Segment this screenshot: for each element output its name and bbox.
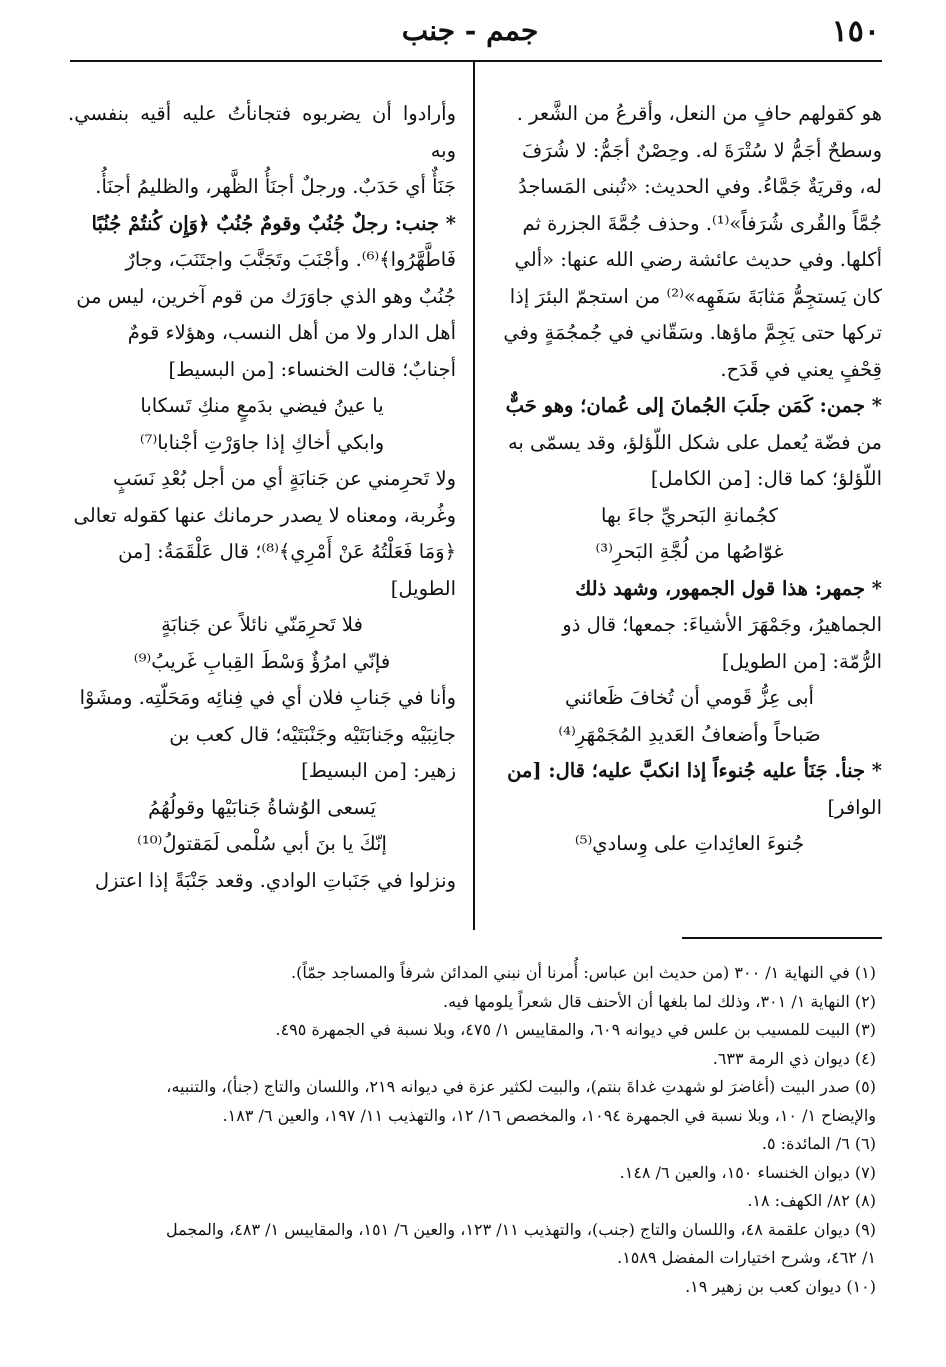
text-line: قِحْفٍ يعني في قَدَح. bbox=[720, 357, 882, 381]
page-number: ١٥٠ bbox=[831, 14, 880, 49]
verse-line: جُنوءَ العائِداتِ على وِسادي⁽⁵⁾ bbox=[574, 832, 805, 855]
verse-line: وابكي أخاكِ إذا جاوَرْتِ أجْنابا⁽⁷⁾ bbox=[139, 430, 385, 454]
verse-line: إنّكَ يا بنَ أبي سُلْمى لَمَقتولُ⁽¹⁰⁾ bbox=[137, 832, 387, 855]
footnote: (١٠) ديوان كعب بن زهير ١٩. bbox=[685, 1276, 876, 1296]
footnote: (٧) ديوان الخنساء ١٥٠، والعين ٦/ ١٤٨. bbox=[619, 1162, 876, 1182]
text-line: ولا تَحرِمني عن جَنابَةٍ أي من أجل بُعْدِ نَسَبٍ bbox=[113, 467, 456, 490]
verse-line: كجُمانةِ البَحريِّ جاءَ بها bbox=[601, 503, 778, 527]
footnote: (٣) البيت للمسيب بن علس في ديوانه ٦٠٩، والمقاييس ١/ ٤٧٥، وبلا نسبة في الجمهرة ٤٩٥. bbox=[275, 1020, 876, 1039]
text-line: ﴿وَمَا فَعَلْتُهُ عَنْ أَمْرِي﴾⁽⁸⁾؛ قال عَلْقَمَةُ: [من bbox=[118, 540, 456, 563]
footnote: (٦) ٦/ المائدة: ٥. bbox=[761, 1134, 876, 1153]
entry-jnb: * جنب: رجلٌ جُنُبٌ وقومٌ جُنُبٌ ﴿وَإِن كُنتُمْ جُنُبًا bbox=[91, 211, 456, 235]
text-line: زهير: [من البسيط] bbox=[301, 759, 456, 782]
text-line: الجماهيرُ، وجَمْهَرَ الأشياءَ: جمعها؛ قال ذو bbox=[562, 613, 882, 636]
footnote: (٤) ديوان ذي الرمة ٦٣٣. bbox=[712, 1048, 876, 1068]
entry-jna: * جنأ. جَنَأ عليه جُنوءاً إذا انكبَّ عليه؛ قال: [من bbox=[507, 759, 882, 782]
text-line: أكلها. وفي حديث عائشة رضي الله عنها: «ألي bbox=[514, 248, 882, 271]
text-line: جانِبَيْه وجَنابَتَيْه وجَنْبَتَيْه؛ قال كعب بن bbox=[169, 722, 456, 746]
entry-jmhr: * جمهر: هذا قول الجمهور، وشهد ذلك bbox=[575, 576, 882, 600]
text-line: أهل الدار ولا من أهل النسب، وهؤلاء قومٌ bbox=[127, 321, 456, 344]
running-head: جمم - جنب bbox=[401, 14, 539, 47]
text-line: وسطحٌ أجَمُّ لا سُتْرَةَ له. وحِصْنٌ أجَمُّ: لا شُرَفَ bbox=[522, 138, 882, 162]
text-line: وأنا في جَنابِ فلان أي في فِنائِه ومَحَلّتِه. ومشَوْا bbox=[79, 686, 456, 709]
footnote-rule bbox=[682, 937, 882, 939]
verse-line: يا عينُ فيضي بدَمعٍ منكِ تَسكابا bbox=[140, 394, 384, 417]
footnote: (٩) ديوان علقمة ٤٨، واللسان والتاج (جنب)، والتهذيب ١١/ ١٢٣، والعين ٦/ ١٥١، والمقاييس ١/ ٤٨٣، والمجمل bbox=[166, 1219, 876, 1239]
column-divider bbox=[473, 60, 475, 930]
text-line: ونزلوا في جَنَباتِ الوادي. وقعد جَنْبَةً إذا اعتزل bbox=[94, 868, 456, 892]
footnote: (٢) النهاية ١/ ٣٠١، وذلك لما بلغها أن الأحنف قال شعراً يلومها فيه. bbox=[443, 991, 876, 1011]
text-line: تركها حتى يَجِمَّ ماؤها. وسَقّاني في جُمجُمَةٍ وفي bbox=[503, 321, 882, 344]
footnotes bbox=[64, 959, 876, 1301]
text-line: له، وقريَةٌ جَمَّاءُ. وفي الحديث: «تُبنى المَساجدُ bbox=[518, 175, 882, 198]
entry-jmn: * جمن: كَمَن جلَبَ الجُمانَ إلى عُمان؛ وهو حَبٌّ bbox=[505, 394, 882, 417]
verse-line: فإنّي امرُؤٌ وَسْطَ القِبابِ غَريبُ⁽⁹⁾ bbox=[133, 649, 391, 673]
footnote: (٨) ٨٢/ الكهف: ١٨. bbox=[747, 1191, 876, 1210]
verse-line: أبى عِزُّ قَومي أن تُخافَ ظَعائني bbox=[565, 686, 814, 709]
text-line: أجنابٌ؛ قالت الخنساء: [من البسيط] bbox=[168, 357, 456, 381]
header-rule bbox=[70, 60, 882, 62]
text-line: كان يَستجِمُّ مَثابَةَ سَفَهِه»⁽²⁾ من استجمّ البئرَ إذا bbox=[509, 284, 882, 308]
verse-line: صَباحاً وأضعافُ العَديدِ المُجَمْهَرِ⁽⁴⁾ bbox=[558, 722, 821, 746]
text-line: جُمَّاً والقُرى شُرَفاً»⁽¹⁾. وحذف جُمَّةَ الجزرة ثم bbox=[522, 211, 882, 235]
verse-line: يَسعى الوُشاةُ جَنابَيْها وقولُهُمُ bbox=[148, 795, 376, 819]
footnote: (١) في النهاية ١/ ٣٠٠ (من حديث ابن عباس: أُمرنا أن نبني المدائن شرفاً والمساجد جمّاً). bbox=[291, 963, 876, 982]
text-line: جَنَأٌ أي حَدَبٌ. ورجلٌ أجنَأُ الظَّهر، والظليمُ أجنَأُ. bbox=[95, 175, 456, 198]
text-line: الطويل] bbox=[390, 576, 456, 600]
text-line: من فضّة يُعمل على شكل اللّؤلؤ، وقد يسمّى به bbox=[507, 430, 882, 454]
text-line: وأرادوا أن يضربوه فتجانأتُ عليه أقيه بنفسي. وبه bbox=[68, 102, 456, 162]
text-line: هو كقولهم حافٍ من النعل، وأقرعُ من الشَّعر . bbox=[516, 102, 882, 125]
verse-line: فلا تَحرِمَنّي نائلاً عن جَنابَةٍ bbox=[161, 613, 363, 636]
left-column bbox=[68, 96, 456, 899]
text-line: الرُّمّة: [من الطويل] bbox=[721, 649, 882, 673]
text-line: فَاطَّهَّرُوا﴾⁽⁶⁾. وأجْنَبَ وتَجَنَّبَ واجتَنَبَ، وجارٌ bbox=[125, 248, 456, 271]
text-line: اللّؤلؤ؛ كما قال: [من الكامل] bbox=[650, 467, 882, 490]
text-line: وغُربة، ومعناه لا يصدر حرمانك عنها كقوله تعالى bbox=[73, 503, 456, 527]
text-line: الوافر] bbox=[827, 795, 882, 819]
footnote: (٥) صدر البيت (أغاضرَ لو شهدتِ غداةَ بنتم)، والبيت لكثير عزة في ديوانه ٢١٩، واللسان والتاج (جنأ)، والتنبيه، bbox=[166, 1077, 876, 1096]
footnote-continuation: ١/ ٤٦٢، وشرح اختيارات المفضل ١٥٨٩. bbox=[617, 1248, 876, 1267]
right-column bbox=[497, 96, 882, 863]
footnote-continuation: والإيضاح ١/ ١٠، وبلا نسبة في الجمهرة ١٠٩٤، والمخصص ١٦/ ١٢، والتهذيب ١١/ ١٩٧، والعين ٦/ ١٨٣. bbox=[222, 1105, 876, 1125]
verse-line: غوّاصُها من لُجَّةِ البَحرِ⁽³⁾ bbox=[595, 540, 784, 563]
page-header bbox=[60, 14, 880, 54]
text-line: جُنُبٌ وهو الذي جاوَرَك من قوم آخرين، ليس من bbox=[76, 284, 456, 308]
